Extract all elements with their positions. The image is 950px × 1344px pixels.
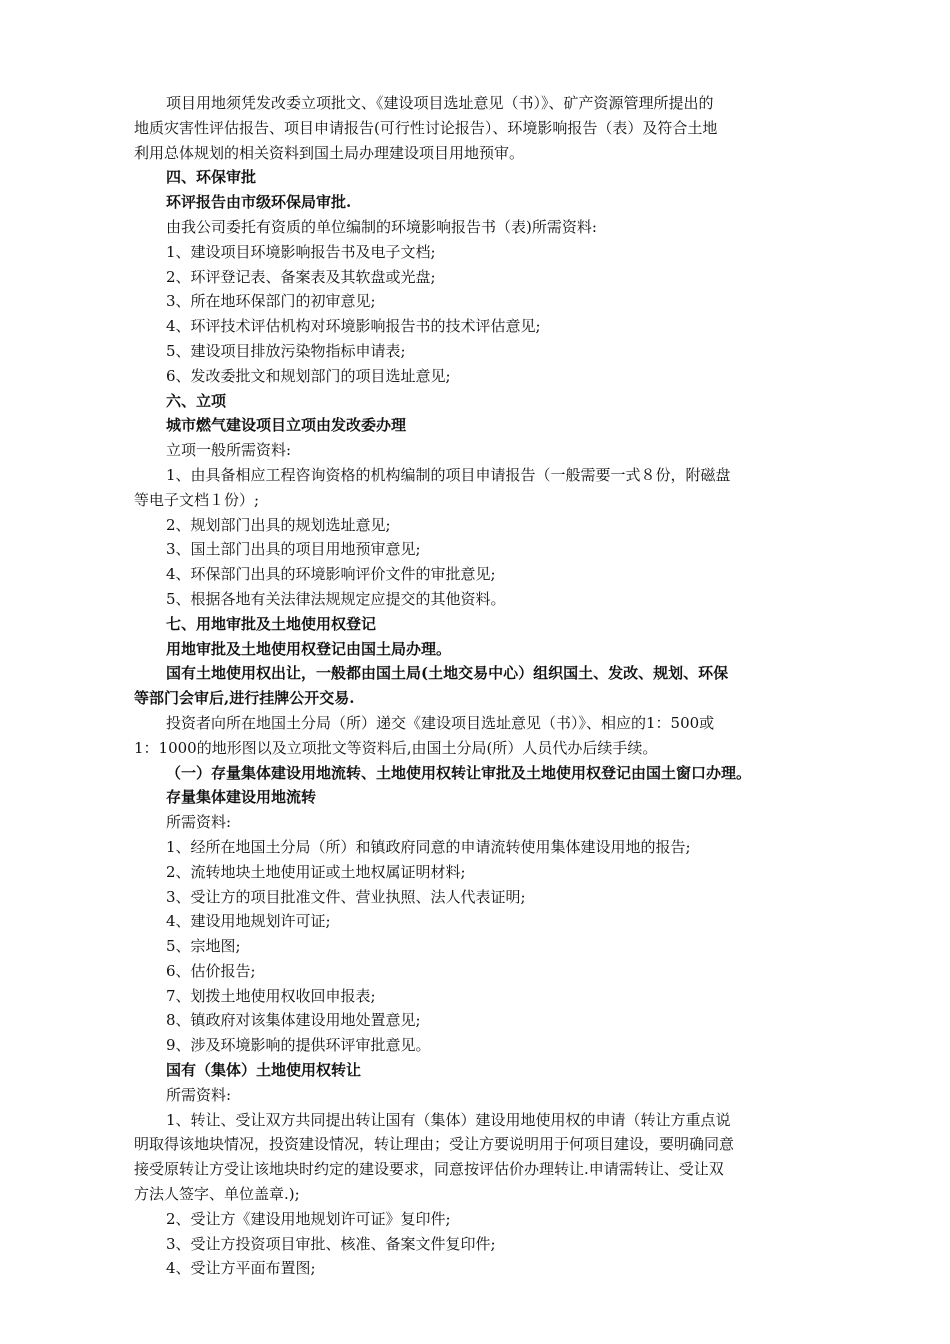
- section-heading: [166, 413, 850, 438]
- body-paragraph: [166, 587, 850, 612]
- text-line: 等电子文档１份）;: [134, 490, 260, 509]
- body-paragraph: [166, 1033, 850, 1058]
- body-paragraph: [166, 1232, 850, 1257]
- body-paragraph: [166, 562, 850, 587]
- text-line: 项目用地须凭发改委立项批文、《建设项目选址意见（书）》、矿产资源管理所提出的: [166, 94, 714, 112]
- text-line: 2、环评登记表、备案表及其软盘或光盘;: [166, 267, 436, 286]
- body-paragraph: [166, 1207, 850, 1232]
- body-paragraph: [166, 513, 850, 538]
- body-paragraph: [134, 711, 850, 761]
- text-line: 四、环保审批: [166, 168, 257, 187]
- body-paragraph: [166, 1008, 850, 1033]
- text-line: 6、估价报告;: [166, 961, 256, 980]
- text-line: 3、受让方投资项目审批、核准、备案文件复印件;: [166, 1234, 496, 1253]
- body-paragraph: [166, 314, 850, 339]
- text-line: 5、建设项目排放污染物指标申请表;: [166, 341, 406, 360]
- text-line: （一）存量集体建设用地流转、土地使用权转让审批及土地使用权登记由国土窗口办理。: [166, 763, 752, 782]
- text-line: 国有土地使用权出让，一般都由国土局(土地交易中心）组织国土、发改、规划、环保: [166, 664, 729, 683]
- text-line: 5、宗地图;: [166, 937, 241, 956]
- text-line: 5、根据各地有关法律法规规定应提交的其他资料。: [166, 589, 506, 608]
- section-heading: [166, 165, 850, 190]
- section-heading: [166, 1058, 850, 1083]
- body-paragraph: [166, 1256, 850, 1281]
- body-paragraph: [166, 885, 850, 910]
- text-line: 1、转让、受让双方共同提出转让国有（集体）建设用地使用权的申请（转让方重点说: [166, 1110, 731, 1129]
- body-paragraph: [166, 959, 850, 984]
- text-line: 所需资料:: [166, 1085, 232, 1104]
- body-paragraph: [166, 1083, 850, 1108]
- text-line: 城市燃气建设项目立项由发改委办理: [166, 416, 407, 435]
- text-line: 六、立项: [166, 391, 227, 410]
- section-heading: [166, 389, 850, 414]
- text-line: 4、环保部门出具的环境影响评价文件的审批意见;: [166, 565, 496, 584]
- text-line: 国有（集体）土地使用权转让: [166, 1061, 362, 1080]
- body-paragraph: [166, 240, 850, 265]
- text-line: 9、涉及环境影响的提供环评审批意见。: [166, 1036, 431, 1055]
- body-paragraph: [134, 91, 850, 165]
- body-paragraph: [166, 364, 850, 389]
- section-heading: [166, 612, 850, 637]
- text-line: 3、国土部门出具的项目用地预审意见;: [166, 540, 421, 559]
- body-paragraph: [166, 984, 850, 1009]
- text-line: 环评报告由市级环保局审批.: [166, 193, 352, 212]
- text-line: 4、受让方平面布置图;: [166, 1259, 316, 1278]
- text-line: 4、建设用地规划许可证;: [166, 912, 331, 931]
- text-line: 1、经所在地国土分局（所）和镇政府同意的申请流转使用集体建设用地的报告;: [166, 837, 691, 856]
- body-paragraph: [166, 537, 850, 562]
- text-line: 7、划拨土地使用权收回申报表;: [166, 986, 376, 1005]
- body-paragraph: [166, 934, 850, 959]
- body-paragraph: [166, 810, 850, 835]
- section-heading: [166, 785, 850, 810]
- text-line: 3、所在地环保部门的初审意见;: [166, 292, 376, 311]
- text-line: 1、由具备相应工程咨询资格的机构编制的项目申请报告（一般需要一式８份，附磁盘: [166, 465, 731, 484]
- text-line: 投资者向所在地国土分局（所）递交《建设项目选址意见（书）》、相应的1：500或: [166, 713, 715, 732]
- body-paragraph: [134, 1108, 850, 1207]
- text-line: 方法人签字、单位盖章.);: [134, 1185, 300, 1204]
- body-paragraph: [166, 265, 850, 290]
- text-line: 6、发改委批文和规划部门的项目选址意见;: [166, 366, 451, 385]
- text-line: 2、受让方《建设用地规划许可证》复印件;: [166, 1209, 451, 1228]
- text-line: 七、用地审批及土地使用权登记: [166, 614, 377, 633]
- body-paragraph: [166, 860, 850, 885]
- text-line: 存量集体建设用地流转: [166, 788, 317, 807]
- text-line: 1、建设项目环境影响报告书及电子文档;: [166, 242, 436, 261]
- body-paragraph: [166, 909, 850, 934]
- text-line: 8、镇政府对该集体建设用地处置意见;: [166, 1011, 421, 1030]
- text-line: 利用总体规划的相关资料到国土局办理建设项目用地预审。: [134, 143, 525, 162]
- body-paragraph: [166, 438, 850, 463]
- body-paragraph: [166, 339, 850, 364]
- text-line: 等部门会审后,进行挂牌公开交易.: [134, 689, 355, 708]
- text-line: 明取得该地块情况，投资建设情况，转让理由；受让方要说明用于何项目建设，要明确同意: [134, 1135, 735, 1154]
- text-line: 接受原转让方受让该地块时约定的建设要求，同意按评估价办理转让.申请需转让、受让双: [134, 1160, 724, 1179]
- text-line: 3、受让方的项目批准文件、营业执照、法人代表证明;: [166, 887, 526, 906]
- text-line: 2、流转地块土地使用证或土地权属证明材料;: [166, 862, 466, 881]
- section-heading: [166, 637, 850, 662]
- text-line: 立项一般所需资料:: [166, 441, 292, 460]
- text-line: 地质灾害性评估报告、项目申请报告(可行性讨论报告）、环境影响报告（表）及符合土地: [134, 118, 718, 137]
- body-paragraph: [166, 289, 850, 314]
- text-line: 用地审批及土地使用权登记由国土局办理。: [166, 639, 452, 658]
- text-line: 由我公司委托有资质的单位编制的环境影响报告书（表)所需资料:: [166, 217, 597, 236]
- body-paragraph: [166, 215, 850, 240]
- text-line: 4、环评技术评估机构对环境影响报告书的技术评估意见;: [166, 317, 541, 336]
- section-heading: [134, 661, 850, 711]
- section-heading: [166, 761, 850, 786]
- body-paragraph: [166, 835, 850, 860]
- section-heading: [166, 190, 850, 215]
- text-line: 2、规划部门出具的规划选址意见;: [166, 515, 391, 534]
- text-line: 1：1000的地形图以及立项批文等资料后,由国土分局(所）人员代办后续手续。: [134, 738, 658, 757]
- text-line: 所需资料:: [166, 813, 232, 832]
- body-paragraph: [134, 463, 850, 513]
